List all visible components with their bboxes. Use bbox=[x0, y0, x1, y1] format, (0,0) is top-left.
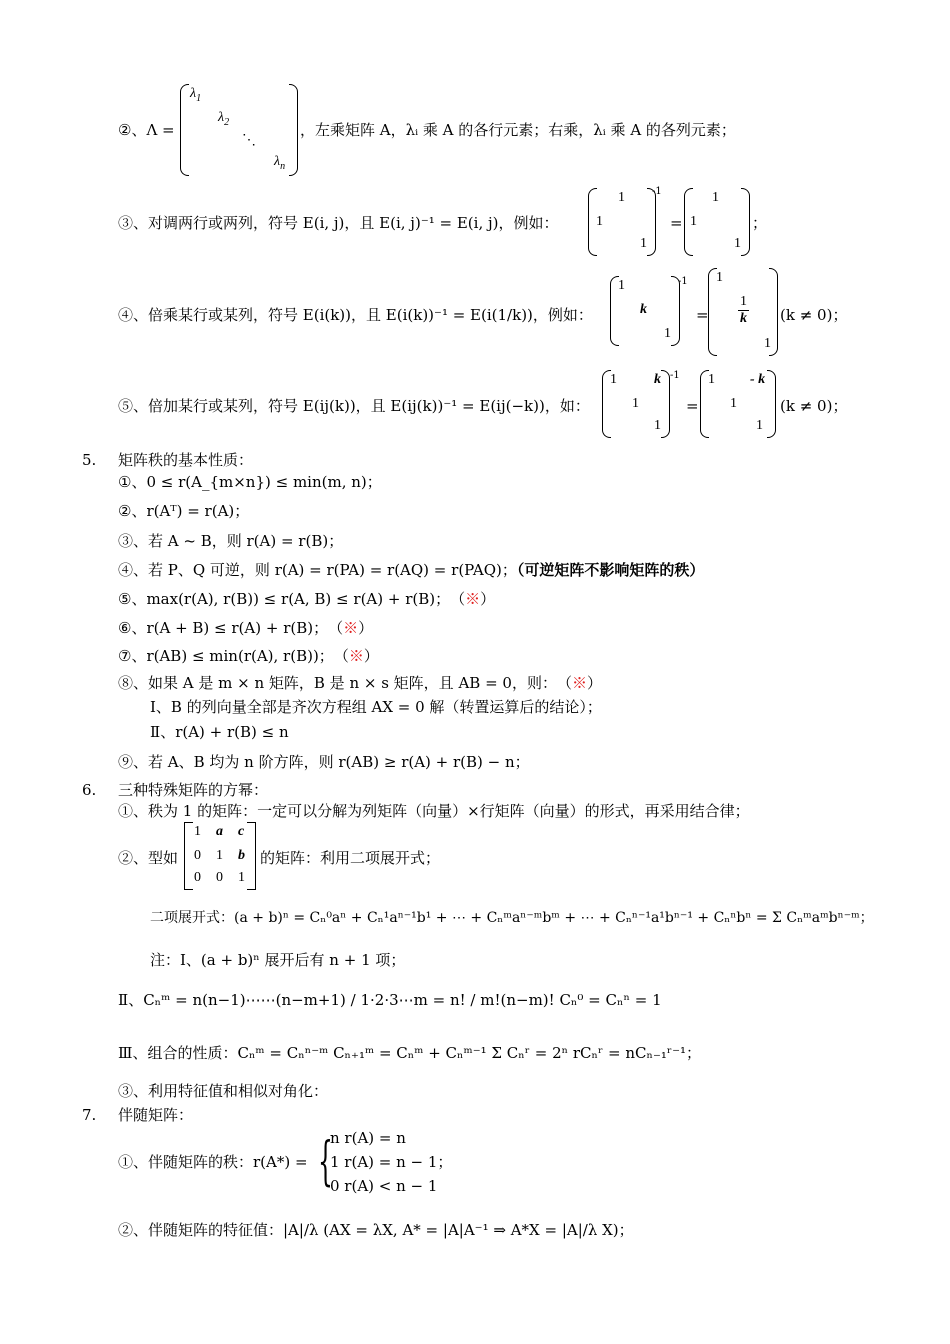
power-1: ①、秩为 1 的矩阵：一定可以分解为列矩阵（向量）×行矩阵（向量）的形式，再采用结合律； bbox=[118, 802, 750, 820]
brace-icon: { bbox=[318, 1132, 333, 1192]
rank-4: ④、若 P、Q 可逆，则 r(A) = r(PA) = r(AQ) = r(PAQ)；（可逆矩阵不影响矩阵的秩） bbox=[118, 561, 705, 579]
mark-icon: ※ bbox=[343, 619, 359, 637]
add-matrix: 1 k 1 1 bbox=[602, 370, 670, 438]
rank-9: ⑨、若 A、B 均为 n 阶方阵，则 r(AB) ≥ r(A) + r(B) − n； bbox=[118, 753, 530, 771]
rank-6: ⑥、r(A + B) ≤ r(A) + r(B)； （※） bbox=[118, 619, 374, 637]
upper-triangular-matrix: 1 a c 0 1 b 0 0 1 bbox=[184, 822, 256, 890]
adjugate-case-2: 1 r(A) = n − 1； bbox=[330, 1153, 453, 1171]
add-matrix-result: 1 - k 1 1 bbox=[700, 370, 776, 438]
inverse-exp-3: -1 bbox=[670, 370, 680, 381]
equals-3: = bbox=[686, 397, 699, 415]
rank-5: ⑤、max(r(A), r(B)) ≤ r(A, B) ≤ r(A) + r(B)； （※） bbox=[118, 590, 496, 608]
item-5-cond: (k ≠ 0)； bbox=[780, 397, 848, 415]
rank-8: ⑧、如果 A 是 m × n 矩阵，B 是 n × s 矩阵，且 AB = 0，则： （※） bbox=[118, 674, 603, 692]
rank-4-note: （可逆矩阵不影响矩阵的秩） bbox=[516, 561, 705, 579]
rank-1: ①、0 ≤ r(A_{m×n}) ≤ min(m, n)； bbox=[118, 473, 382, 491]
item-4-cond: (k ≠ 0)； bbox=[780, 306, 848, 324]
scale-matrix: 1 k 1 bbox=[610, 276, 680, 346]
mark-icon: ※ bbox=[571, 674, 587, 692]
item-2-desc: ，左乘矩阵 A，λᵢ 乘 A 的各行元素；右乘，λᵢ 乘 A 的各列元素； bbox=[300, 121, 736, 139]
item-5: ⑤、倍加某行或某列，符号 E(ij(k))，且 E(ij(k))⁻¹ = E(ij(−k))，如： bbox=[118, 397, 590, 415]
power-2-pre: ②、型如 bbox=[118, 849, 179, 867]
item-2-label: ②、Λ = bbox=[118, 121, 175, 139]
section-5-number: 5. bbox=[82, 451, 97, 469]
note-2: Ⅱ、Cₙᵐ = n(n−1)⋯⋯(n−m+1) / 1·2·3⋯m = n! / m!(n−m)! Cₙ⁰ = Cₙⁿ = 1 bbox=[118, 991, 662, 1009]
power-3: ③、利用特征值和相似对角化： bbox=[118, 1082, 329, 1100]
inverse-exp-2: -1 bbox=[678, 276, 688, 287]
note-1: 注：Ⅰ、(a + b)ⁿ 展开后有 n + 1 项； bbox=[150, 951, 406, 969]
adjugate-case-1: n r(A) = n bbox=[330, 1129, 406, 1147]
swap-matrix: 1 1 1 bbox=[588, 188, 656, 256]
mark-icon: ※ bbox=[465, 590, 481, 608]
equals: = bbox=[670, 214, 683, 232]
adjugate-rank-pre: ①、伴随矩阵的秩：r(A*) = bbox=[118, 1153, 308, 1171]
adjugate-eigenvalue: ②、伴随矩阵的特征值：|A|/λ (AX = λX, A* = |A|A⁻¹ ⇒ A*X = |A|/λ X)； bbox=[118, 1221, 634, 1239]
section-6-number: 6. bbox=[82, 781, 97, 799]
rank-3: ③、若 A ~ B，则 r(A) = r(B)； bbox=[118, 532, 344, 550]
equals-2: = bbox=[696, 306, 709, 324]
section-5-title: 矩阵秩的基本性质： bbox=[118, 451, 254, 469]
power-2-post: 的矩阵：利用二项展开式； bbox=[260, 849, 441, 867]
swap-matrix-result: 1 1 1 bbox=[684, 188, 750, 256]
rank-8a: Ⅰ、B 的列向量全部是齐次方程组 AX = 0 解（转置运算后的结论）； bbox=[150, 698, 602, 716]
section-7-number: 7. bbox=[82, 1106, 97, 1124]
semicolon: ； bbox=[752, 214, 768, 232]
binomial-expansion: 二项展开式：(a + b)ⁿ = Cₙ⁰aⁿ + Cₙ¹aⁿ⁻¹b¹ + ⋯ + Cₙᵐaⁿ⁻ᵐbᵐ + ⋯ + Cₙⁿ⁻¹a¹bⁿ⁻¹ + Cₙⁿbⁿ = Σ Cₙᵐaᵐbⁿ⁻ᵐ； bbox=[150, 910, 874, 926]
item-4: ④、倍乘某行或某列，符号 E(i(k))，且 E(i(k))⁻¹ = E(i(1/k))，例如： bbox=[118, 306, 593, 324]
mark-icon: ※ bbox=[348, 647, 364, 665]
adjugate-case-3: 0 r(A) < n − 1 bbox=[330, 1177, 438, 1195]
rank-7: ⑦、r(AB) ≤ min(r(A), r(B))； （※） bbox=[118, 647, 379, 665]
scale-matrix-result: 1 $\frac{1}{k}$ 1 bbox=[708, 268, 778, 356]
rank-8b: Ⅱ、r(A) + r(B) ≤ n bbox=[150, 723, 289, 741]
inverse-exp: -1 bbox=[652, 186, 662, 197]
section-7-title: 伴随矩阵： bbox=[118, 1106, 194, 1124]
section-6-title: 三种特殊矩阵的方幂： bbox=[118, 781, 269, 799]
note-3: Ⅲ、组合的性质：Cₙᵐ = Cₙⁿ⁻ᵐ Cₙ₊₁ᵐ = Cₙᵐ + Cₙᵐ⁻¹ Σ Cₙʳ = 2ⁿ rCₙʳ = nCₙ₋₁ʳ⁻¹； bbox=[118, 1044, 702, 1062]
rank-2: ②、r(Aᵀ) = r(A)； bbox=[118, 502, 250, 520]
diagonal-matrix: $\lambda_1$ $\lambda_2$ ⋱ $\lambda_n$ bbox=[180, 84, 298, 176]
item-3: ③、对调两行或两列，符号 E(i, j)，且 E(i, j)⁻¹ = E(i, j)，例如： bbox=[118, 214, 559, 232]
